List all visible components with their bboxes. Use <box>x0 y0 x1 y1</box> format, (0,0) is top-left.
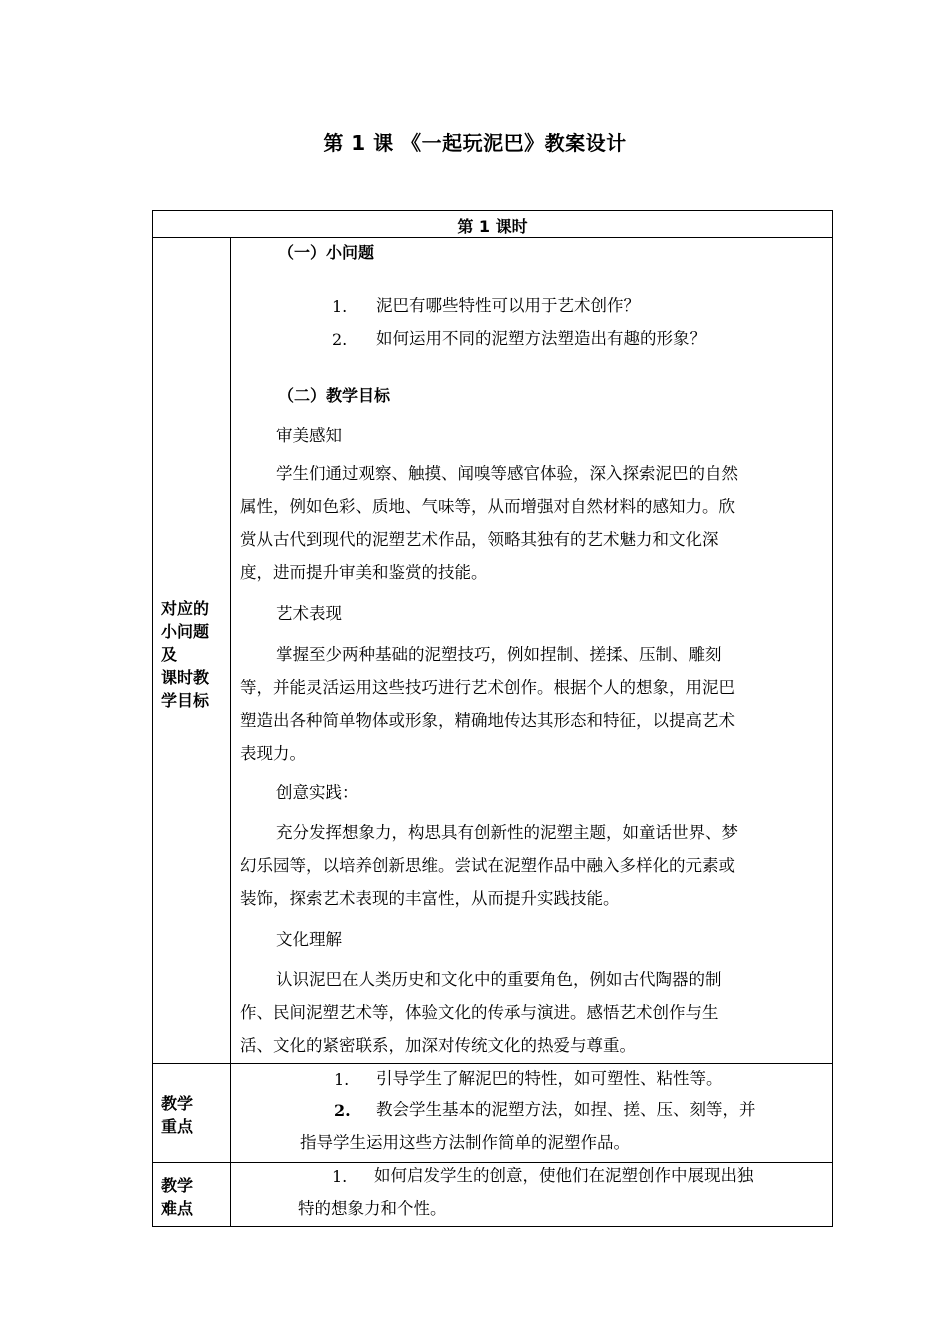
difficulties-label: 教学 难点 <box>161 1176 194 1218</box>
goal-name: 文化理解 <box>276 930 342 949</box>
period-header: 第 1 课时 <box>457 217 528 236</box>
difficulty-number: 1. <box>332 1167 348 1186</box>
goal-text-line: 表现力。 <box>240 744 306 763</box>
lesson-plan-table <box>152 210 833 1227</box>
header-row-border <box>152 237 833 238</box>
difficulty-text-line: 特的想象力和个性。 <box>298 1199 447 1218</box>
table-left-border <box>152 210 153 1227</box>
goal-name: 审美感知 <box>276 426 342 445</box>
goal-text-line: 幻乐园等，以培养创新思维。尝试在泥塑作品中融入多样化的元素或 <box>240 856 735 875</box>
table-right-border <box>832 210 833 1227</box>
key-point-number: 2. <box>334 1101 351 1120</box>
question-text: 泥巴有哪些特性可以用于艺术创作？ <box>376 296 640 315</box>
goal-text-line: 属性，例如色彩、质地、气味等，从而增强对自然材料的感知力。欣 <box>240 497 735 516</box>
table-top-border <box>152 210 833 211</box>
goal-text-line: 度，进而提升审美和鉴赏的技能。 <box>240 563 488 582</box>
goal-name: 艺术表现 <box>276 604 342 623</box>
questions-heading: （一）小问题 <box>278 243 375 262</box>
document-title: 第 1 课 《一起玩泥巴》教案设计 <box>323 131 627 155</box>
question-number: 1. <box>332 297 348 316</box>
key-point-text-line: 教会学生基本的泥塑方法，如捏、搓、压、刻等，并 <box>376 1100 756 1119</box>
question-text: 如何运用不同的泥塑方法塑造出有趣的形象？ <box>376 329 706 348</box>
key-point-number: 1. <box>334 1070 350 1089</box>
goal-text-line: 活、文化的紧密联系，加深对传统文化的热爱与尊重。 <box>240 1036 636 1055</box>
goal-text-line: 掌握至少两种基础的泥塑技巧，例如捏制、搓揉、压制、雕刻 <box>276 645 722 664</box>
table-bottom-border <box>152 1226 833 1227</box>
goal-text-line: 塑造出各种简单物体或形象，精确地传达其形态和特征，以提高艺术 <box>240 711 735 730</box>
question-number: 2. <box>332 330 348 349</box>
goal-text-line: 赏从古代到现代的泥塑艺术作品，领略其独有的艺术魅力和文化深 <box>240 530 719 549</box>
goal-text-line: 充分发挥想象力，构思具有创新性的泥塑主题，如童话世界、梦 <box>276 823 738 842</box>
goal-text-line: 装饰，探索艺术表现的丰富性，从而提升实践技能。 <box>240 889 620 908</box>
difficulty-text-line: 如何启发学生的创意，使他们在泥塑创作中展现出独 <box>374 1166 754 1185</box>
objectives-label: 对应的 小问题 及 课时教 学目标 <box>161 599 210 710</box>
goal-text-line: 认识泥巴在人类历史和文化中的重要角色，例如古代陶器的制 <box>276 970 722 989</box>
goals-heading: （二）教学目标 <box>278 386 391 405</box>
goal-name: 创意实践： <box>276 783 359 802</box>
key-point-text-line: 指导学生运用这些方法制作简单的泥塑作品。 <box>300 1133 630 1152</box>
goal-text-line: 等，并能灵活运用这些技巧进行艺术创作。根据个人的想象，用泥巴 <box>240 678 735 697</box>
key-point-text-line: 引导学生了解泥巴的特性，如可塑性、粘性等。 <box>376 1069 723 1088</box>
key-points-label: 教学 重点 <box>161 1094 194 1136</box>
goal-text-line: 学生们通过观察、触摸、闻嗅等感官体验，深入探索泥巴的自然 <box>276 464 738 483</box>
goal-text-line: 作、民间泥塑艺术等，体验文化的传承与演进。感悟艺术创作与生 <box>240 1003 719 1022</box>
label-column-divider <box>230 237 231 1227</box>
